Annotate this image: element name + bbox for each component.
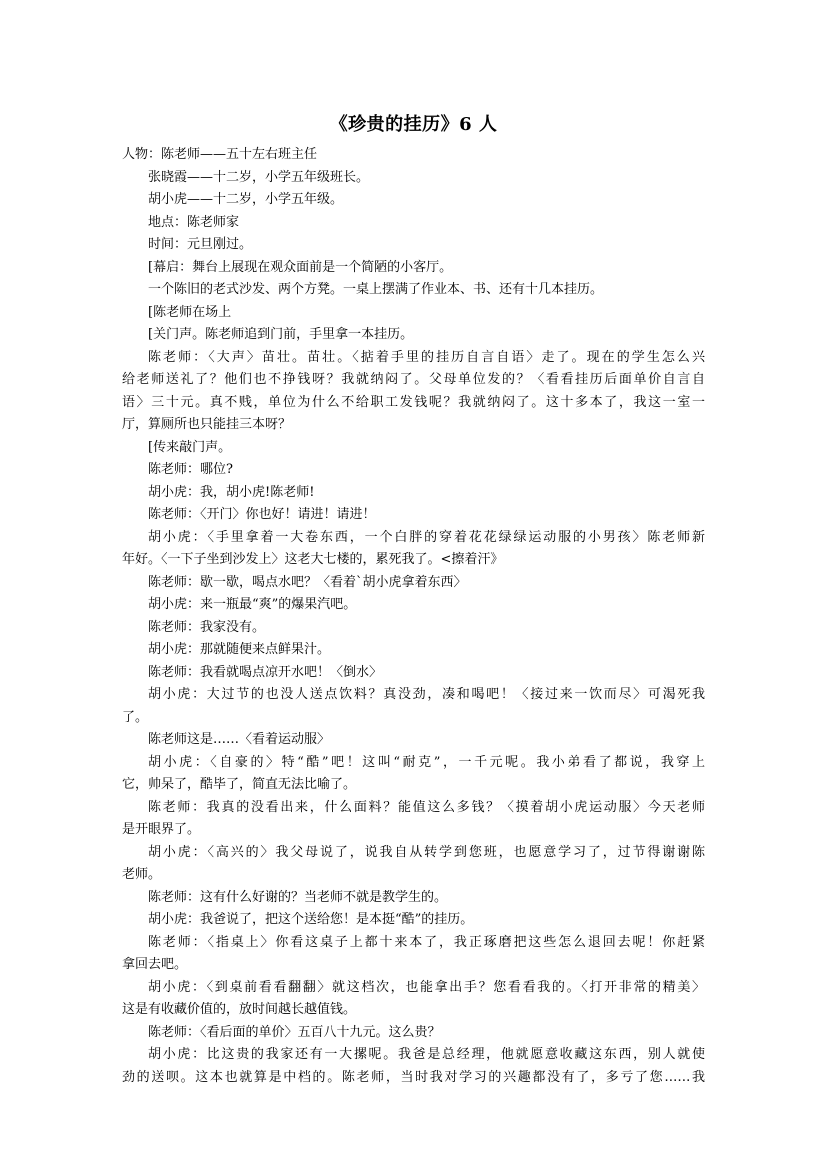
text-line: 胡小虎：大过节的也没人送点饮料？真没劲，凑和喝吧！〈接过来一饮而尽〉可渴死我 xyxy=(148,687,705,702)
text-line: 陈老师：我家没有。 xyxy=(148,619,266,635)
text-line: [关门声。陈老师追到门前，手里拿一本挂历。 xyxy=(148,327,414,342)
text-line: 胡小虎：我，胡小虎!陈老师! xyxy=(148,484,315,500)
text-line: 语〉三十元。真不贱，单位为什么不给职工发钱呢？我就纳闷了。这十多本了，我这一室一 xyxy=(122,394,705,410)
text-line: 给老师送礼了？他们也不挣钱呀？我就纳闷了。父母单位发的？〈看看挂历后面单价自言自 xyxy=(122,372,705,387)
text-line: 拿回去吧。 xyxy=(122,957,188,972)
text-line: 老师。 xyxy=(122,867,162,882)
text-line: 胡小虎：〈自豪的〉特“酷”吧！这叫“耐克”，一千元呢。我小弟看了都说，我穿上 xyxy=(148,754,705,770)
text-line: 陈老师：〈看后面的单价〉五百八十九元。这么贵？ xyxy=(148,1024,441,1040)
text-line: 时间：元旦刚过。 xyxy=(148,237,253,252)
text-line: 劲的送呗。这本也就算是中档的。陈老师，当时我对学习的兴趣都没有了，多亏了您……我 xyxy=(122,1069,705,1085)
text-line: 陈老师：我真的没看出来，什么面料？能值这么多钱？〈摸着胡小虎运动服〉今天老师 xyxy=(148,799,705,815)
text-line: 陈老师：〈指桌上〉你看这桌子上都十来本了，我正琢磨把这些怎么退回去呢！你赶紧 xyxy=(148,934,705,950)
text-line: 陈老师：这有什么好谢的？当老师不就是教学生的。 xyxy=(148,889,448,905)
text-line: 陈老师：哪位? xyxy=(148,462,233,477)
text-line: 它，帅呆了，酷毕了，简直无法比喻了。 xyxy=(122,777,357,792)
text-line: 张晓霞——十二岁，小学五年级班长。 xyxy=(148,169,370,185)
text-line: 胡小虎：〈手里拿着一大卷东西，一个白胖的穿着花花绿绿运动服的小男孩〉陈老师新 xyxy=(148,529,705,545)
text-line: 胡小虎：我爸说了，把这个送给您！是本挺“酷”的挂历。 xyxy=(148,912,474,927)
text-line: 陈老师：〈开门〉你也好！请进！请进！ xyxy=(148,507,376,522)
text-line: 胡小虎：比这贵的我家还有一大摞呢。我爸是总经理，他就愿意收藏这东西，别人就使 xyxy=(148,1047,705,1062)
text-line: [陈老师在场上 xyxy=(148,304,232,320)
text-line: 陈老师：〈大声〉苗壮。苗壮。〈掂着手里的挂历自言自语〉走了。现在的学生怎么兴 xyxy=(148,349,705,365)
text-line: 陈老师：我看就喝点凉开水吧！〈倒水〉 xyxy=(148,664,383,680)
text-line: 厅，算厕所也只能挂三本呀？ xyxy=(122,417,292,432)
text-line: 胡小虎：〈高兴的〉我父母说了，说我自从转学到您班，也愿意学习了，过节得谢谢陈 xyxy=(148,844,705,860)
document-title: 《珍贵的挂历》6 人 xyxy=(329,114,498,135)
text-line: 是开眼界了。 xyxy=(122,822,201,837)
text-line: 了。 xyxy=(122,709,149,725)
text-line: 陈老师这是……〈看着运动服〉 xyxy=(148,732,331,747)
text-line: 陈老师：歇一歇，喝点水吧？〈看着`胡小虎拿着东西〉 xyxy=(148,574,467,590)
text-line: 这是有收藏价值的，放时间越长越值钱。 xyxy=(122,1002,357,1017)
text-line: 胡小虎——十二岁，小学五年级。 xyxy=(148,192,344,207)
text-line: 胡小虎：来一瓶最“爽”的爆果汽吧。 xyxy=(148,597,357,612)
text-line: 一个陈旧的老式沙发、两个方凳。一桌上摆满了作业本、书、还有十几本挂历。 xyxy=(148,282,604,297)
text-line: 人物：陈老师——五十左右班主任 xyxy=(122,147,318,162)
text-line: [幕启：舞台上展现在观众面前是一个简陋的小客厅。 xyxy=(148,259,453,275)
text-line: 胡小虎：〈到桌前看看翻翻〉就这档次，也能拿出手？您看看我的。〈打开非常的精美〉 xyxy=(148,979,705,995)
text-line: 胡小虎：那就随便来点鲜果汁。 xyxy=(148,642,331,657)
text-line: [传来敲门声。 xyxy=(148,439,232,455)
document-body xyxy=(122,144,705,1089)
text-line: 地点：陈老师家 xyxy=(148,214,240,230)
text-line: 年好。〈一下子坐到沙发上〉这老大七楼的，累死我了。<擦着汗》 xyxy=(122,552,504,567)
